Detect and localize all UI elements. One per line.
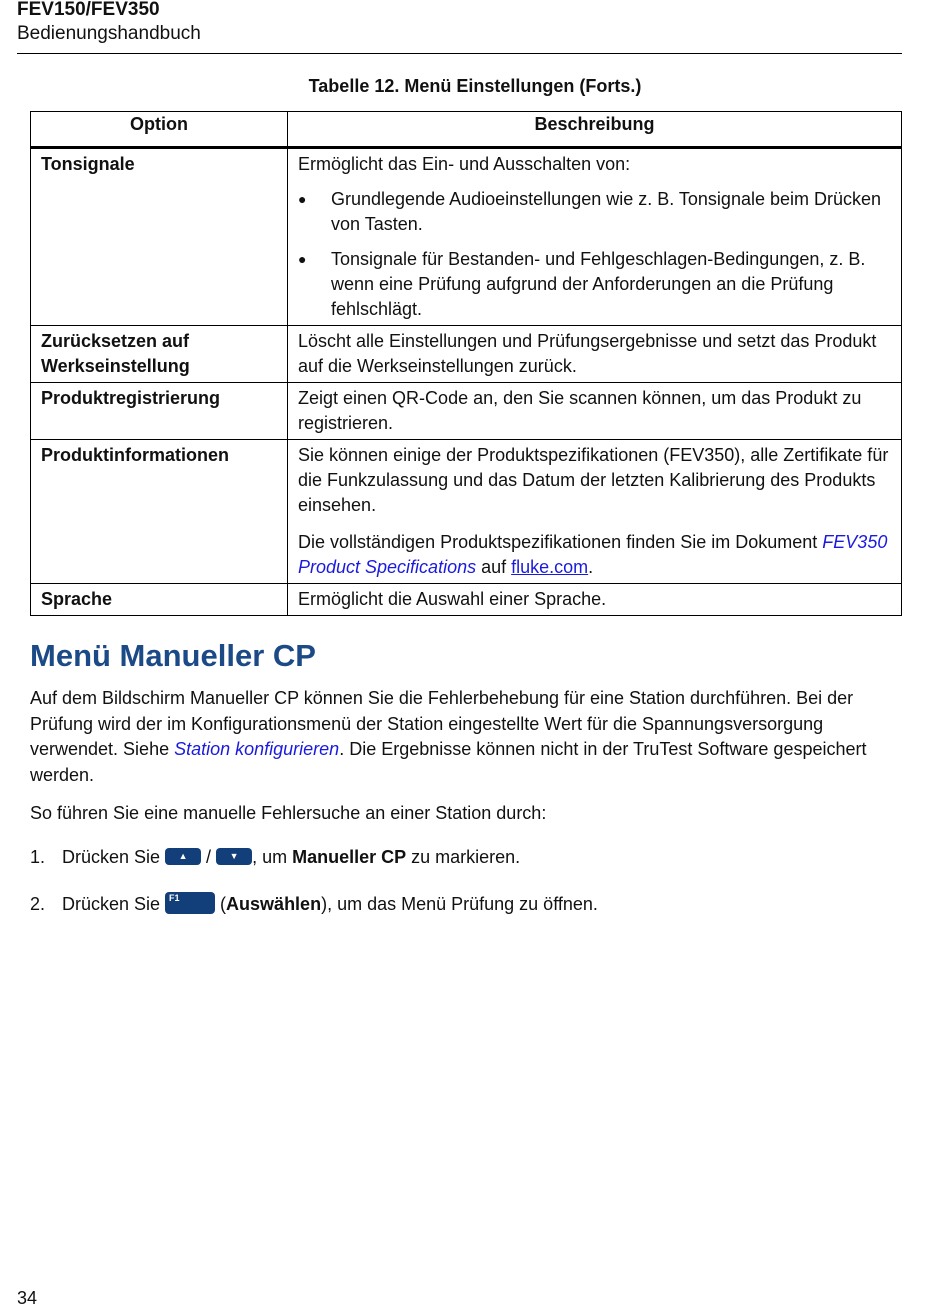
text-span: / [201, 847, 217, 867]
header-divider [17, 53, 902, 54]
option-cell: Produktregistrierung [31, 383, 288, 440]
text-span: Die vollständigen Produktspezifikationen finden Sie im Dokument [298, 532, 823, 552]
text-span: Drücken Sie [62, 894, 166, 914]
step-number: 2. [30, 894, 46, 914]
fluke-website-link[interactable]: fluke.com [511, 557, 589, 577]
page-number: 34 [17, 1288, 38, 1308]
step-item [30, 842, 900, 872]
description-cell: Ermöglicht die Auswahl einer Sprache. [288, 584, 902, 616]
settings-table [30, 111, 902, 616]
table-header-row [31, 112, 902, 148]
bullet-item: ● Grundlegende Audioeinstellungen wie z. B. Tonsignale beim Drücken von Tasten. [298, 187, 892, 237]
description-cell [288, 148, 902, 326]
up-arrow-key-icon: ▲ [165, 848, 201, 865]
text-span: . Die Ergebnisse können nicht in der TruTest Software gespeichert werden. [30, 739, 867, 785]
text-span: ), um das Menü Prüfung zu öffnen. [321, 894, 598, 914]
option-cell: Produktinformationen [31, 440, 288, 584]
procedure-steps [30, 842, 900, 919]
column-header-description: Beschreibung [288, 112, 902, 148]
table-caption: Tabelle 12. Menü Einstellungen (Forts.) [308, 76, 642, 96]
product-name: FEV150/FEV350 [17, 0, 160, 20]
description-text [298, 530, 892, 580]
text-span: Drücken Sie [62, 847, 166, 867]
column-header-option: Option [31, 112, 288, 148]
option-cell: Sprache [31, 584, 288, 616]
table-row [31, 326, 902, 383]
table-row [31, 440, 902, 584]
f1-key-icon [165, 892, 215, 914]
table-row [31, 383, 902, 440]
bullet-item: ● Tonsignale für Bestanden- und Fehlgeschlagen-Bedingungen, z. B. wenn eine Prüfung aufgrund der Anforderungen an die Prüfung fehlschlägt. [298, 247, 892, 322]
text-span: , um [252, 847, 293, 867]
option-cell: Tonsignale [31, 148, 288, 326]
action-name: Auswählen [226, 894, 322, 914]
page-header [17, 0, 201, 48]
bullet-list [298, 187, 892, 322]
table-row [31, 148, 902, 326]
description-text: Sie können einige der Produktspezifikationen (FEV350), alle Zertifikate für die Funkzulassung und das Datum der letzten Kalibrierung des Produkts einsehen. [298, 445, 889, 515]
text-span: ( [215, 894, 227, 914]
procedure-intro: So führen Sie eine manuelle Fehlersuche an einer Station durch: [30, 803, 547, 823]
step-number: 1. [30, 847, 46, 867]
menu-name: Manueller CP [292, 847, 407, 867]
description-cell: Löscht alle Einstellungen und Prüfungsergebnisse und setzt das Produkt auf die Werkseinstellungen zurück. [288, 326, 902, 383]
text-span: . [588, 557, 594, 577]
step-item [30, 889, 900, 919]
product-specifications-link[interactable]: FEV350 Product Specifications [298, 532, 888, 577]
option-cell: Zurücksetzen auf Werkseinstellung [31, 326, 288, 383]
table-row [31, 584, 902, 616]
intro-paragraph [30, 686, 910, 788]
section-heading: Menü Manueller CP [30, 638, 316, 673]
text-span: zu markieren. [406, 847, 521, 867]
manual-title: Bedienungshandbuch [17, 23, 201, 44]
description-cell [288, 440, 902, 584]
f1-key-label: F1 [169, 893, 180, 903]
description-cell: Zeigt einen QR-Code an, den Sie scannen können, um das Produkt zu registrieren. [288, 383, 902, 440]
description-text: Ermöglicht das Ein- und Ausschalten von: [298, 154, 631, 174]
text-span: auf [476, 557, 512, 577]
down-arrow-key-icon: ▼ [216, 848, 252, 865]
station-configure-link[interactable]: Station konfigurieren [174, 739, 340, 759]
text-span: Auf dem Bildschirm Manueller CP können Sie die Fehlerbehebung für eine Station durchführen. Bei der Prüfung wird der im Konfigurationsmenü der Station eingestellte Wert für die Spannungsversorgung verwendet. Siehe [30, 688, 854, 759]
